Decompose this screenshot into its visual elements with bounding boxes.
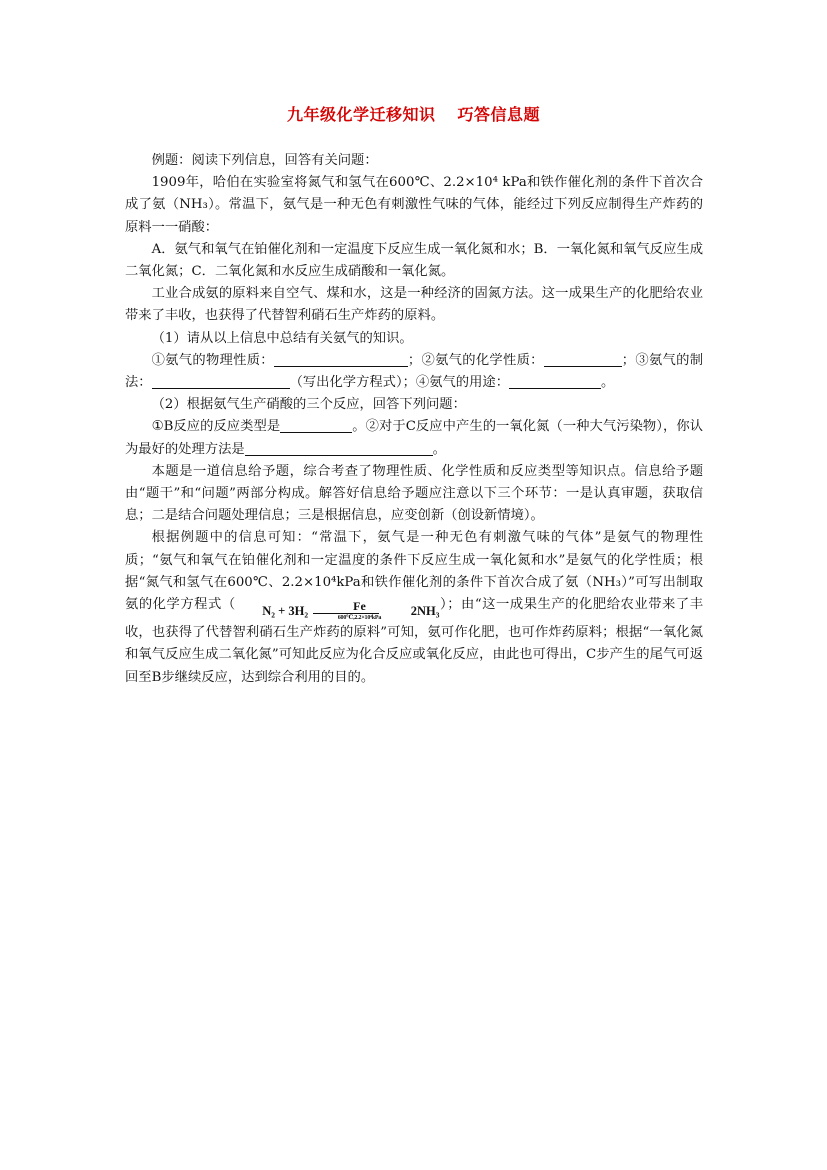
ammonia-equation xyxy=(236,600,440,622)
question-1: （1）请从以上信息中总结有关氨气的知识。 xyxy=(151,330,413,346)
question-1-items xyxy=(125,350,703,394)
solution-paragraph xyxy=(125,527,703,688)
industry-paragraph: 工业合成氨的原料来自空气、煤和水，这是一种经济的固氮方法。这一成果生产的化肥给农业带来了丰收，也获得了代替智利硝石生产炸药的原料。 xyxy=(125,286,703,324)
haber-paragraph: 1909年，哈伯在实验室将氮气和氢气在600℃、2.2×10⁴ kPa和铁作催化剂的条件下首次合成了氨（NH₃）。常温下，氨气是一种无色有刺激性气味的气体，能经过下列反应制得生产炸药的原料一一硝酸： xyxy=(125,175,703,235)
equation-catalyst: Fe xyxy=(353,599,366,614)
title-left: 九年级化学迁移知识 xyxy=(286,105,436,124)
example-intro: 例题：阅读下列信息，回答有关问题： xyxy=(151,153,378,168)
q1-item-chemical: ；②氨气的化学性质： xyxy=(407,352,544,368)
q1-item-preparation: ；③氨气的制法： xyxy=(125,352,704,391)
q1-item-end: 。 xyxy=(601,375,615,391)
document-body xyxy=(125,150,703,689)
page-title xyxy=(0,102,827,125)
reactions-paragraph: A．氨气和氧气在铂催化剂和一定温度下反应生成一氧化氮和水；B．一氧化氮和氧气反应生成二氧化氮；C．二氧化氮和水反应生成硝酸和一氧化氮。 xyxy=(125,241,703,280)
q2-item-end: 。 xyxy=(432,441,446,457)
q1-item-use: （写出化学方程式）；④氨气的用途： xyxy=(289,375,509,391)
answer-blank[interactable] xyxy=(274,351,408,367)
q1-item-physical: ①氨气的物理性质： xyxy=(151,352,274,368)
equation-product: 2NH₃ xyxy=(410,604,440,619)
answer-blank[interactable] xyxy=(245,440,433,456)
equation-condition: 600℃,2.2×10⁴kPa xyxy=(337,615,382,622)
answer-blank[interactable] xyxy=(152,373,290,389)
q2-item-reaction-type: ①B反应的反应类型是 xyxy=(151,419,281,435)
question-2: （2）根据氨气生产硝酸的三个反应，回答下列问题： xyxy=(151,397,466,413)
solution-text-part-1: 根据例题中的信息可知：“常温下，氨气是一种无色有刺激气味的气体”是氨气的物理性质；“氨气和氧气在铂催化剂和一定温度的条件下反应生成一氧化氮和水”是氨气的化学性质；根据“氮气和氢气在600℃、2.2×10⁴kPa和铁作催化剂的条件下首次合成了氨（NH₃）”可写出制取氨的化学方程式（ xyxy=(125,530,703,613)
answer-blank[interactable] xyxy=(544,351,622,367)
question-2-items xyxy=(125,416,703,460)
equation-arrow xyxy=(311,600,381,622)
analysis-paragraph: 本题是一道信息给予题，综合考查了物理性质、化学性质和反应类型等知识点。信息给予题由“题干”和“问题”两部分构成。解答好信息给予题应注意以下三个环节：一是认真审题，获取信息；二是结合问题处理信息；三是根据信息，应变创新（创设新情境）。 xyxy=(125,463,703,524)
equation-reactants: N₂ + 3H₂ xyxy=(262,604,309,619)
q2-item-treatment: 。②对于C反应中产生的一氧化氮（一种大气污染物），你认为最好的处理方法是 xyxy=(125,419,703,457)
solution-text-part-2: ）；由“这一成果生产的化肥给农业带来了丰收，也获得了代替智利硝石生产炸药的原料”可知，氨可作化肥，也可作炸药原料；根据“一氧化氮和氧气反应生成二氧化氮”可知此反应为化合反应或氧化反应，由此也可得出，C步产生的尾气可返回至B步继续反应，达到综合利用的目的。 xyxy=(125,597,704,685)
answer-blank[interactable] xyxy=(280,417,352,433)
title-right: 巧答信息题 xyxy=(457,105,541,124)
answer-blank[interactable] xyxy=(509,373,601,389)
